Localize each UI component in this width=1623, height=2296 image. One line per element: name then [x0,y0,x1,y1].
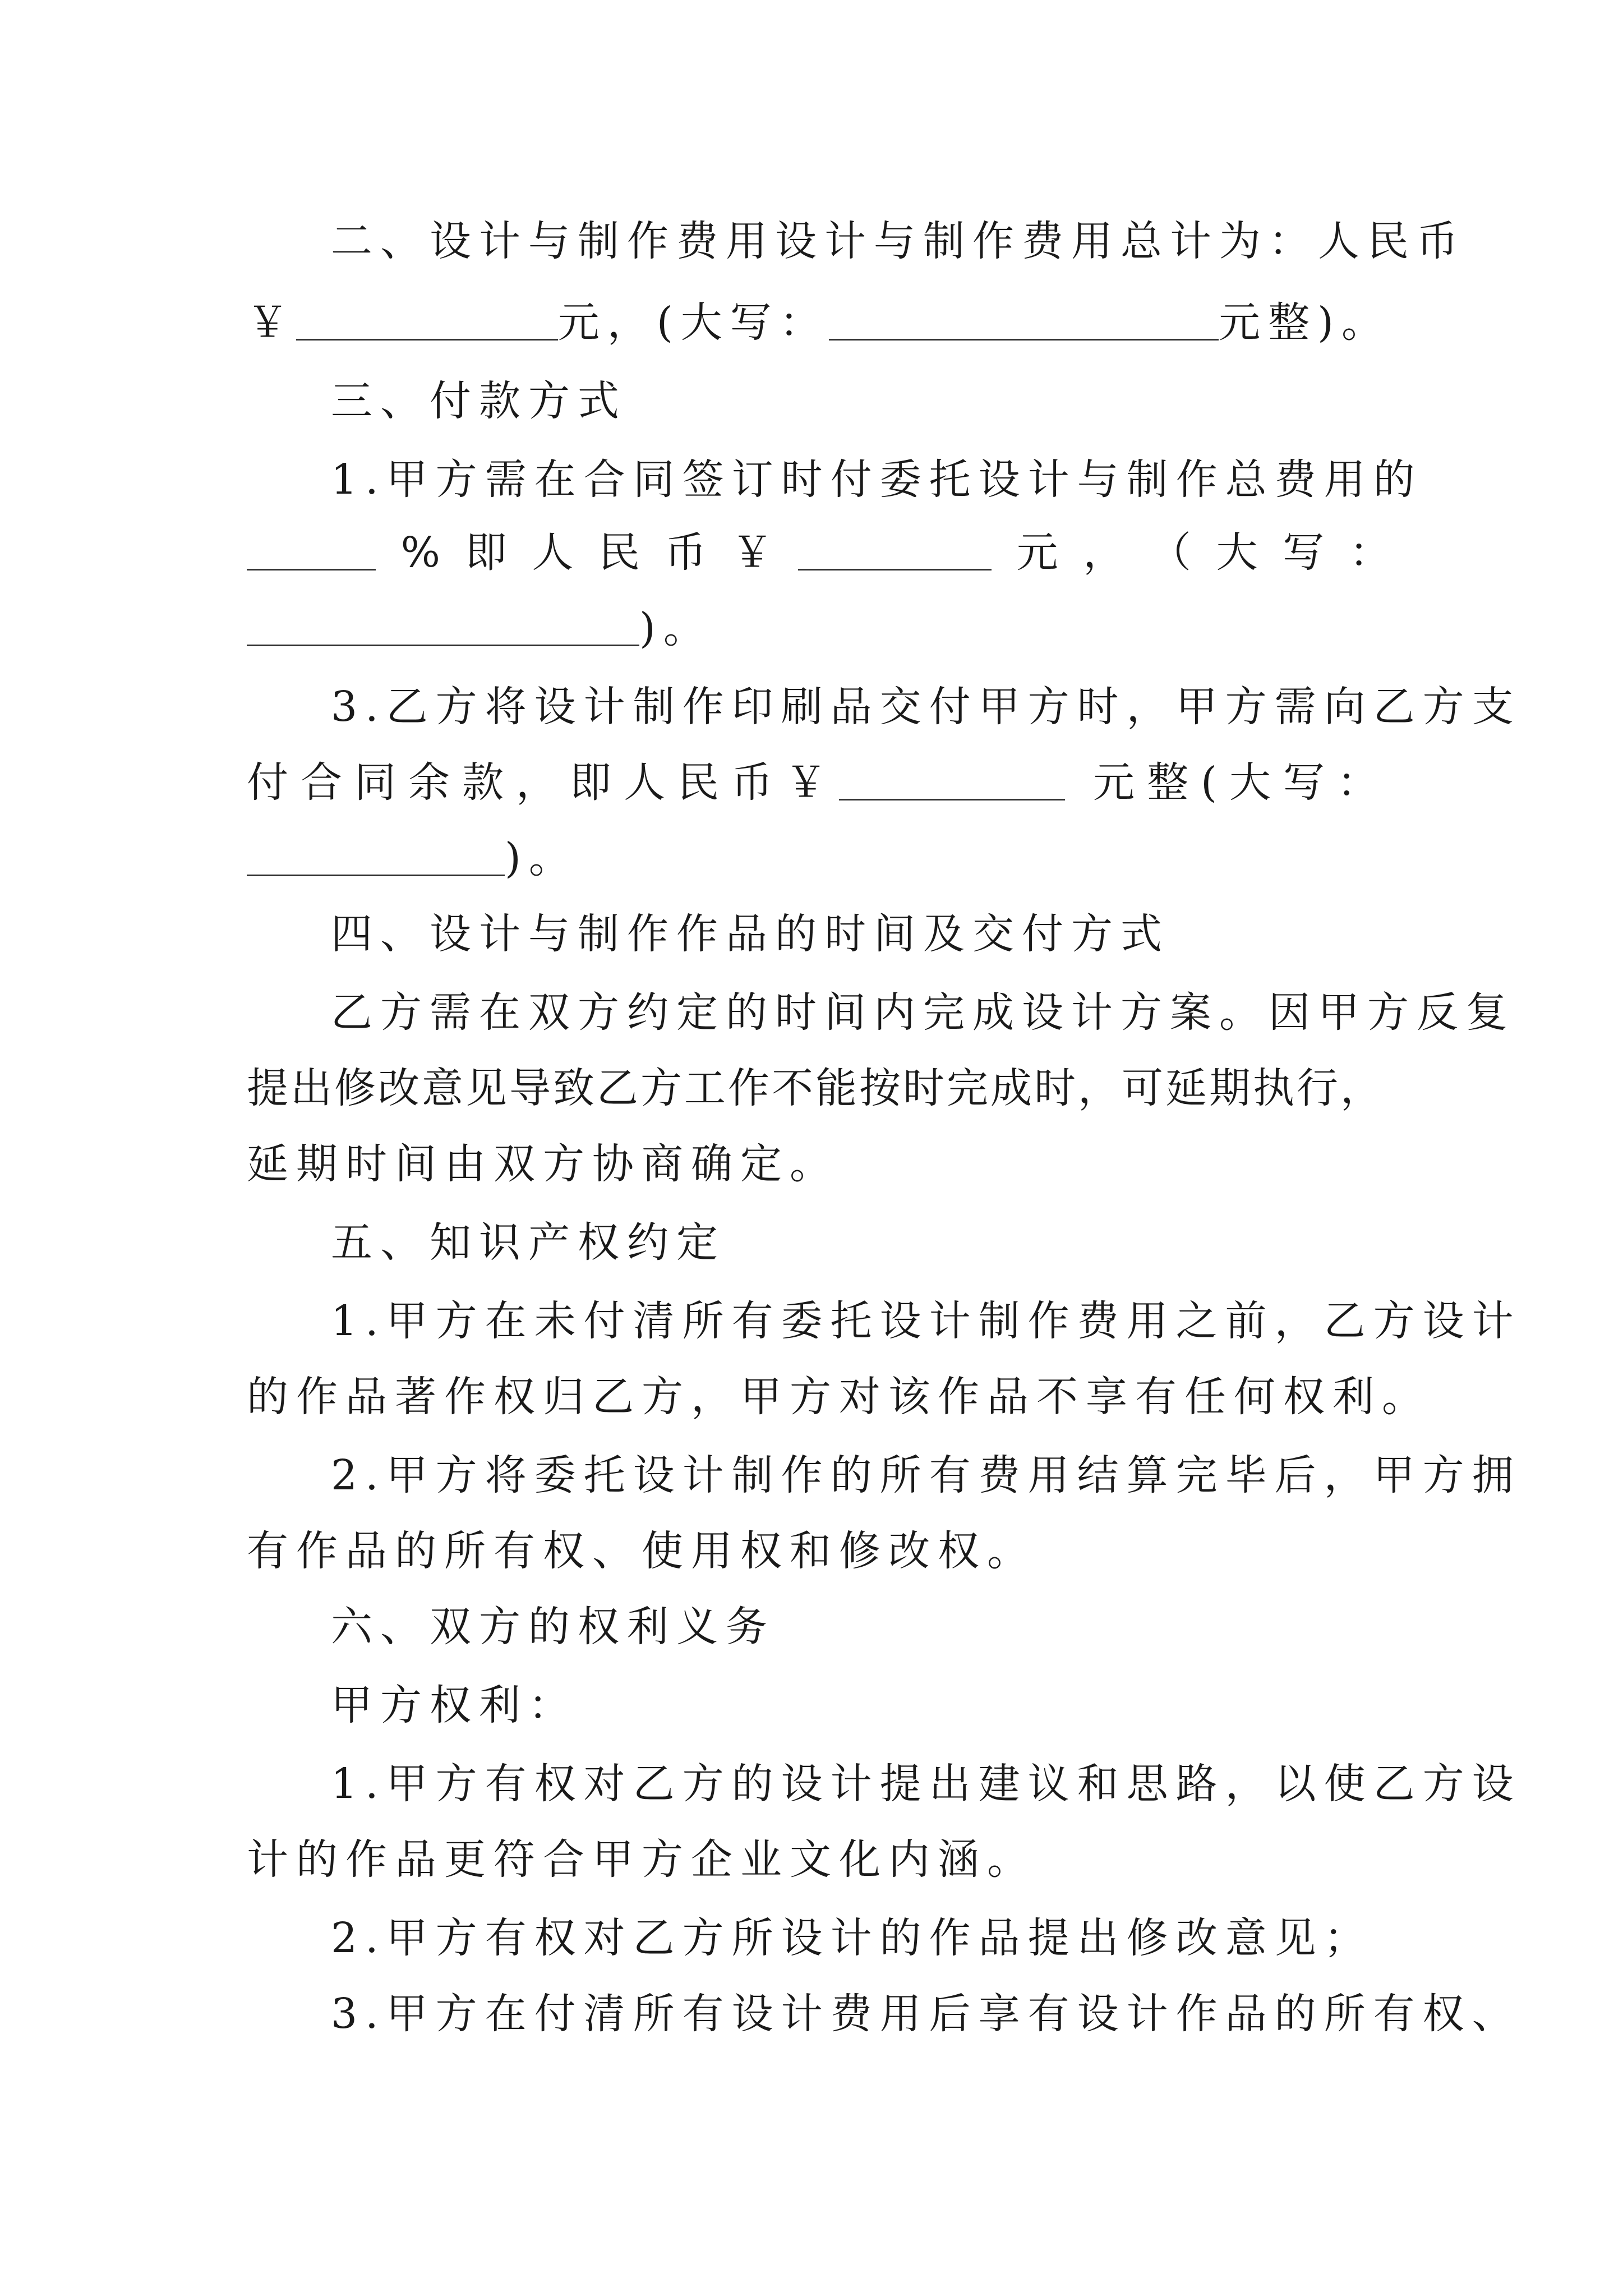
sec3-char: 写 [1283,528,1325,577]
sec3-char: 民 [598,528,640,577]
sec3-item1-end: )。 [639,604,713,652]
sec3-item3-capital-blank[interactable] [247,841,505,876]
sec6-subheading: 甲方权利： [331,1681,578,1729]
sec3-pct-sign: % [400,528,440,577]
sec5-heading: 五、知识产权约定 [331,1218,726,1267]
sec2-mid-text: 元，(大写： [557,298,829,347]
sec4-p1-line3: 延期时间由双方协商确定。 [247,1140,839,1188]
sec2-end-text: 元整)。 [1219,298,1391,347]
sec4-p1-line2: 提出修改意见导致乙方工作不能按时完成时，可延期执行， [247,1064,1384,1112]
sec3-item3-line3 [247,825,1391,892]
sec3-char: ： [1349,528,1391,577]
sec6-item1-line2: 计的作品更符合甲方企业文化内涵。 [247,1835,1036,1884]
sec3-item1-line3 [247,595,1391,662]
sec3-item1-line2 [247,519,1391,586]
sec3-heading: 三、付款方式 [331,377,627,425]
sec4-heading: 四、设计与制作作品的时间及交付方式 [331,910,1170,958]
sec2-line2 [247,289,1391,356]
sec6-item1-line1: 1.甲方有权对乙方的设计提出建议和思路，以使乙方设 [331,1760,1521,1808]
sec2-line1: 二、设计与制作费用设计与制作费用总计为：人民币 [331,217,1466,265]
sec3-item3-text-b: 元整(大写： [1093,758,1391,807]
sec3-capital-blank[interactable] [247,611,639,646]
sec3-item3-end: )。 [505,834,578,882]
sec3-char: 元 [1016,528,1058,577]
sec5-item2-line2: 有作品的所有权、使用权和修改权。 [247,1527,1036,1575]
sec5-item1-line1: 1.甲方在未付清所有委托设计制作费用之前，乙方设计 [331,1297,1521,1345]
sec3-item1-line1: 1.甲方需在合同签订时付委托设计与制作总费用的 [331,455,1423,504]
sec2-amount-blank[interactable] [296,305,558,341]
sec3-char: 人 [532,528,574,577]
sec3-currency: ￥ [731,528,773,577]
sec3-item3-line1: 3.乙方将设计制作印刷品交付甲方时，甲方需向乙方支 [331,683,1521,731]
sec3-char: 即 [465,528,507,577]
sec3-item3-text-a: 付合同余款，即人民币￥ [247,758,839,807]
sec6-heading: 六、双方的权利义务 [331,1603,775,1651]
sec6-item2-line1: 2.甲方有权对乙方所设计的作品提出修改意见； [331,1914,1373,1962]
sec6-item3-line1: 3.甲方在付清所有设计费用后享有设计作品的所有权、 [331,1990,1521,2038]
sec3-char: 币 [665,528,707,577]
sec3-item3-amount-blank[interactable] [839,765,1065,800]
sec3-char: 大 [1216,528,1258,577]
sec4-p1-line1: 乙方需在双方约定的时间内完成设计方案。因甲方反复 [331,988,1515,1037]
sec5-item1-line2: 的作品著作权归乙方，甲方对该作品不享有任何权利。 [247,1373,1431,1421]
sec5-item2-line1: 2.甲方将委托设计制作的所有费用结算完毕后，甲方拥 [331,1451,1521,1499]
sec3-percent-blank[interactable] [247,535,376,570]
sec3-char: （ [1149,528,1191,577]
sec2-capital-blank[interactable] [829,305,1219,341]
sec3-char: ， [1083,528,1125,577]
sec3-amount-blank[interactable] [798,535,992,570]
sec2-currency: ￥ [247,298,296,347]
sec3-item3-line2 [247,749,1391,816]
